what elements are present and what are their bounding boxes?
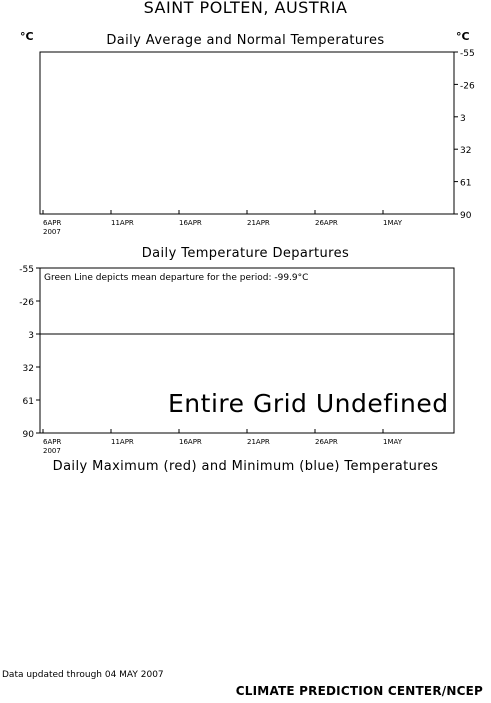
chart1-ytick-label: 3 <box>460 113 466 124</box>
chart2-ytick-label: 32 <box>22 364 34 374</box>
chart2-ytick-label: 90 <box>22 430 34 440</box>
chart2-year-label: 2007 <box>43 447 61 455</box>
chart1-ytick-label: 90 <box>460 211 472 221</box>
chart2-annotation: Green Line depicts mean departure for the period: -99.9°C <box>44 273 309 283</box>
chart2-xtick-label: 21APR <box>247 438 270 446</box>
chart2-ytick-label: -26 <box>19 298 34 308</box>
chart2-plot <box>19 265 454 455</box>
chart2-ytick-label: 61 <box>22 397 34 407</box>
chart1-xtick-label: 1MAY <box>383 219 403 227</box>
page-title: SAINT POLTEN, AUSTRIA <box>143 0 348 17</box>
chart2-xtick-label: 26APR <box>315 438 338 446</box>
chart1-plot <box>40 49 475 236</box>
chart1-xtick-label: 26APR <box>315 219 338 227</box>
chart1-title: Daily Average and Normal Temperatures <box>106 33 385 48</box>
chart2-ytick-label: -55 <box>19 265 34 275</box>
chart1-ytick-label: 61 <box>460 178 472 189</box>
credit-label: CLIMATE PREDICTION CENTER/NCEP <box>235 684 483 698</box>
unit-label-left: °C <box>20 30 34 43</box>
chart1-ytick-label: -55 <box>460 49 475 59</box>
chart1-ytick-label: -26 <box>460 81 475 92</box>
chart2-ytick-label: 3 <box>28 331 34 341</box>
chart1-frame <box>40 52 454 214</box>
data-updated-note: Data updated through 04 MAY 2007 <box>2 670 164 680</box>
chart2-xtick-label: 1MAY <box>383 438 403 446</box>
unit-label-right: °C <box>456 30 470 43</box>
chart2-xtick-label: 11APR <box>111 438 134 446</box>
chart1-xtick-label: 21APR <box>247 219 270 227</box>
chart1-xtick-label: 6APR <box>43 219 62 227</box>
chart1-year-label: 2007 <box>43 228 61 236</box>
grid-undefined-message: Entire Grid Undefined <box>168 389 449 418</box>
chart1-xtick-label: 11APR <box>111 219 134 227</box>
chart1-xtick-label: 16APR <box>179 219 202 227</box>
chart2-xtick-label: 16APR <box>179 438 202 446</box>
chart1-ytick-label: 32 <box>460 146 472 157</box>
chart2-title: Daily Temperature Departures <box>141 246 350 261</box>
chart2-xtick-label: 6APR <box>43 438 62 446</box>
chart3-title: Daily Maximum (red) and Minimum (blue) Temperatures <box>52 459 439 474</box>
